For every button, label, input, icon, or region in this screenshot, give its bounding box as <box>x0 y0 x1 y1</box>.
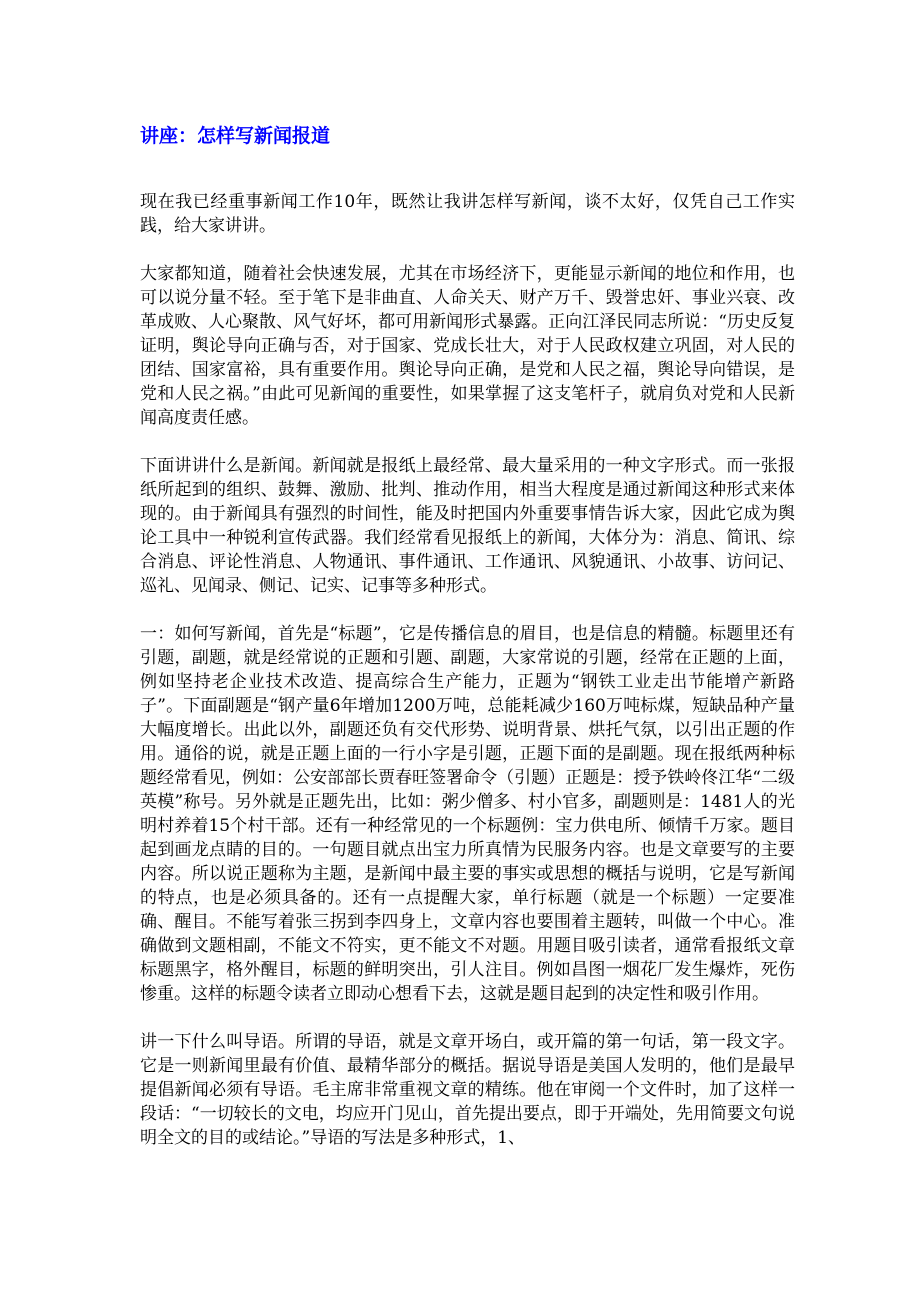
paragraph-headline: 一：如何写新闻，首先是“标题”，它是传播信息的眉目，也是信息的精髓。标题里还有引题，副题，就是经常说的正题和引题、副题，大家常说的引题，经常在正题的上面，例如坚持老企业技术改造、提高综合生产能力，正题为“钢铁工业走出节能增产新路子”。下面副题是“钢产量6年增加1200万吨，总能耗减少160万吨标煤，短缺品种产量大幅度增长。出此以外，副题还负有交代形势、说明背景、烘托气氛，以引出正题的作用。通俗的说，就是正题上面的一行小字是引题，正题下面的是副题。现在报纸两种标题经常看见，例如：公安部部长贾春旺签署命令（引题）正题是：授予铁岭佟江华“二级英模”称号。另外就是正题先出，比如：粥少僧多、村小官多，副题则是：1481人的光明村养着15个村干部。还有一种经常见的一个标题例：宝力供电所、倾情千万家。题目起到画龙点睛的目的。一句题目就点出宝力所真情为民服务内容。也是文章要写的主要内容。所以说正题称为主题，是新闻中最主要的事实或思想的概括与说明，它是写新闻的特点，也是必须具备的。还有一点提醒大家，单行标题（就是一个标题）一定要准确、醒目。不能写着张三拐到李四身上，文章内容也要围着主题转，叫做一个中心。准确做到文题相副，不能文不符实，更不能文不对题。用题目吸引读者，通常看报纸文章标题黑字，格外醒目，标题的鲜明突出，引人注目。例如昌图一烟花厂发生爆炸，死伤惨重。这样的标题令读者立即动心想看下去，这就是题目起到的决定性和吸引作用。 <box>140 624 795 1004</box>
document-title: 讲座：怎样写新闻报道 <box>140 125 331 147</box>
document-page <box>140 122 795 1150</box>
paragraph-intro: 现在我已经重事新闻工作10年，既然让我讲怎样写新闻，谈不太好，仅凭自己工作实践，给大家讲讲。 <box>140 192 795 236</box>
paragraph-importance: 大家都知道，随着社会快速发展，尤其在市场经济下，更能显示新闻的地位和作用，也可以说分量不轻。至于笔下是非曲直、人命关天、财产万千、毁誉忠奸、事业兴衰、改革成败、人心聚散、风气好坏，都可用新闻形式暴露。正向江泽民同志所说：“历史反复证明，舆论导向正确与否，对于国家、党成长壮大，对于人民政权建立巩固，对人民的团结、国家富裕，具有重要作用。舆论导向正确，是党和人民之福，舆论导向错误，是党和人民之祸。”由此可见新闻的重要性，如果掌握了这支笔杆子，就肩负对党和人民新闻高度责任感。 <box>140 264 795 428</box>
paragraph-what-is-news: 下面讲讲什么是新闻。新闻就是报纸上最经常、最大量采用的一种文字形式。而一张报纸所起到的组织、鼓舞、激励、批判、推动作用，相当大程度是通过新闻这种形式来体现的。由于新闻具有强烈的时间性，能及时把国内外重要事情告诉大家，因此它成为舆论工具中一种锐利宣传武器。我们经常看见报纸上的新闻，大体分为：消息、简讯、综合消息、评论性消息、人物通讯、事件通讯、工作通讯、风貌通讯、小故事、访问记、巡礼、见闻录、侧记、记实、记事等多种形式。 <box>140 456 795 596</box>
paragraph-lead: 讲一下什么叫导语。所谓的导语，就是文章开场白，或开篇的第一句话，第一段文字。它是一则新闻里最有价值、最精华部分的概括。据说导语是美国人发明的，他们是最早提倡新闻必须有导语。毛主席非常重视文章的精练。他在审阅一个文件时，加了这样一段话：“一切较长的文电，均应开门见山，首先提出要点，即于开端处，先用简要文句说明全文的目的或结论。”导语的写法是多种形式，1、 <box>140 1032 795 1148</box>
